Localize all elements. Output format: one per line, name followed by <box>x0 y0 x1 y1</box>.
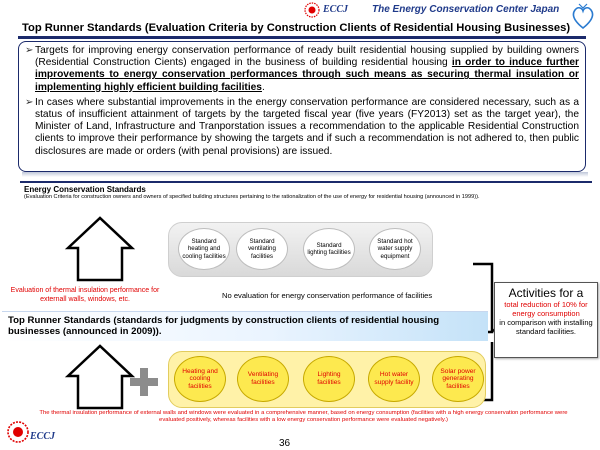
standard-ventilating: Standard ventilating facilities <box>236 228 288 270</box>
bullet-arrow-icon: ➢ <box>25 45 34 56</box>
bullet-recommendation <box>25 97 579 158</box>
targets-box <box>18 41 586 172</box>
ecs-title: Energy Conservation Standards <box>24 185 146 194</box>
page-title: Top Runner Standards (Evaluation Criteria by Construction Clients of Residential Housing Businesses) <box>22 22 571 34</box>
bullet-text <box>35 45 579 94</box>
no-evaluation-note: No evaluation for energy conservation performance of facilities <box>222 291 433 300</box>
header-brand: ECCJ <box>323 4 349 15</box>
eccj-logo-icon <box>6 420 30 444</box>
bullet-2-text: In cases where substantial improvements in the energy conservation performance are considered necessary, such as a status of insufficient attainment of targets by the targeted fiscal year (five years (FY2013) set as the target year), the Minister of Land, Infrastructure and Tranporstation issues a recommendation to the applicable Residential Construction clients to improve their performance by showing the targets and if such a recommendation is not adhered to, then public disclosures are made or orders (with penal provisions) are issued. <box>35 96 579 157</box>
heart-logo-icon <box>570 2 596 32</box>
eccj-logo-icon <box>304 2 320 18</box>
standard-heating-cooling: Standard heating and cooling facilities <box>178 228 230 270</box>
bullet-1-emphasis: in order to induce further improvements to energy conservation performances through such means as securing thermal insulation or implementing highly efficient building facilities <box>35 57 579 93</box>
center-name: The Energy Conservation Center Japan <box>372 4 560 15</box>
plus-icon <box>130 368 158 396</box>
standard-lighting: Standard lighting facilities <box>303 228 355 270</box>
bullet-targets <box>25 45 579 94</box>
house-outline-icon <box>64 342 136 412</box>
activities-box <box>494 282 598 358</box>
standard-hot-water: Standard hot water supply equipment <box>369 228 421 270</box>
thermal-insulation-note: Evaluation of thermal insulation performance for externall walls, windows, etc. <box>10 287 160 303</box>
facility-ventilating: Ventilating facilities <box>237 356 289 402</box>
activities-reduction: total reduction of 10% for energy consumption <box>504 300 588 318</box>
energy-conservation-standards <box>20 181 592 205</box>
house-outline-icon <box>64 214 136 284</box>
facility-solar-power: Solar power generating facilities <box>432 356 484 402</box>
facility-lighting: Lighting facilities <box>303 356 355 402</box>
bullet-1-tail: . <box>261 81 265 93</box>
footer-brand: ECCJ <box>30 431 56 442</box>
top-runner-text: Top Runner Standards (standards for judgments by construction clients of residential housing businesses (announced in 2009)). <box>8 315 440 337</box>
activities-comparison: in comparison with installing standard facilities. <box>499 318 593 336</box>
footer-note: The thermal insulation performance of external walls and windows were evaluated in a comprehensive manner, based on energy consumption (facilities with a high energy conservation performance were evaluated positively, whereas facilities with a low energy conservation performance were evaluated negatively.) <box>39 410 568 423</box>
facility-hot-water: Hot water supply facility <box>368 356 420 402</box>
bullet-arrow-icon: ➢ <box>25 96 34 108</box>
top-runner-banner <box>2 311 488 341</box>
bullet-1-text: Targets for improving energy conservation performance of ready built residential housing supplied by building owners (Residential Construction Cients) engaged in the business of building residential housing <box>35 45 579 69</box>
box-shadow <box>22 172 588 177</box>
facility-heating-cooling: Heating and cooling facilities <box>174 356 226 402</box>
page-number: 36 <box>279 438 291 449</box>
title-divider <box>18 36 586 39</box>
activities-title: Activities for a <box>508 286 584 300</box>
ecs-subtitle: (Evaluation Criteria for construction owners and owners of specified building structures pertaining to the rationalization of the use of energy for residential housing (announced in 1999)). <box>24 194 480 200</box>
